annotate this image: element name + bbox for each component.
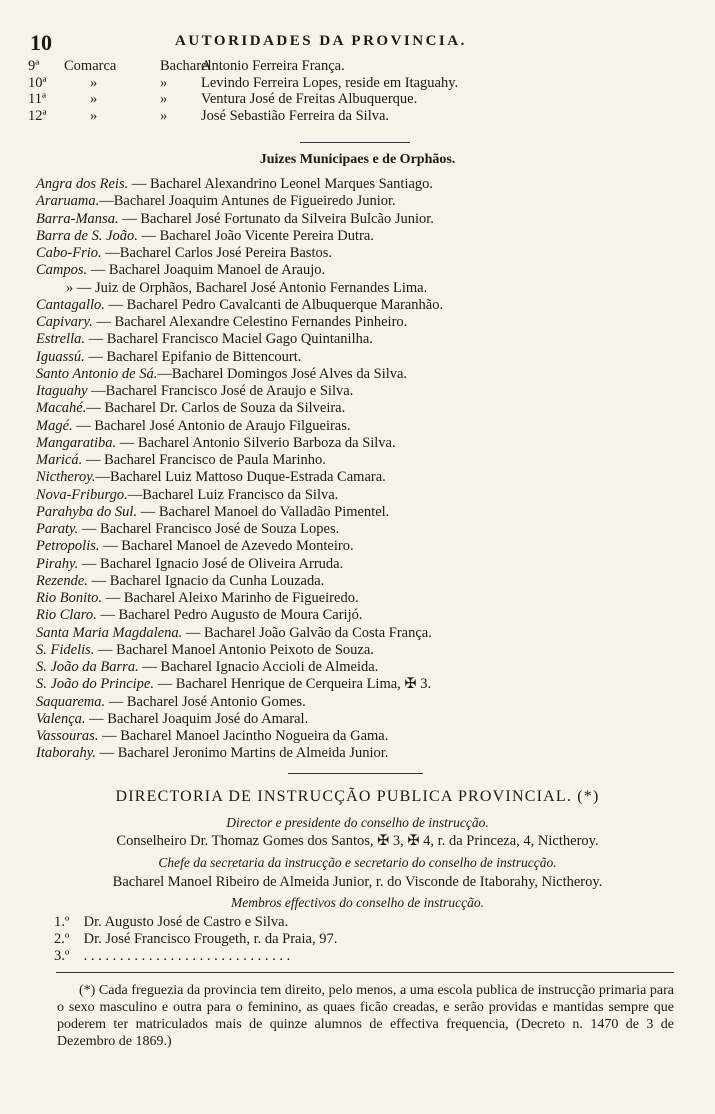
- comarca-degree: Bacharel: [160, 58, 212, 74]
- ditto-mark: »: [160, 91, 168, 107]
- judge-entry: [36, 297, 676, 314]
- judge-name: — Bacharel José Fortunato da Silveira Bulcão Junior.: [118, 210, 434, 227]
- municipality-name: Estrella.: [36, 331, 86, 348]
- section-divider: [288, 773, 423, 774]
- judge-name: — Bacharel João Galvão da Costa França.: [182, 624, 432, 641]
- municipality-name: Araruama.: [36, 193, 100, 210]
- ditto-mark: »: [90, 91, 98, 107]
- member-name: Dr. Augusto José de Castro e Silva.: [83, 914, 289, 930]
- judge-entry: [36, 694, 676, 711]
- municipality-name: Santo Antonio de Sá.: [36, 365, 158, 382]
- municipality-name: Rio Bonito.: [36, 590, 103, 606]
- municipality-name: Nova-Friburgo.: [36, 486, 128, 503]
- judge-name: —Bacharel Luiz Francisco da Silva.: [127, 486, 339, 503]
- judge-name: — Bacharel Epifanio de Bittencourt.: [84, 348, 302, 365]
- municipality-name: Barra-Mansa.: [36, 210, 119, 227]
- municipality-name: Magé.: [36, 417, 73, 434]
- judge-name: — Bacharel Ignacio da Cunha Louzada.: [87, 572, 325, 589]
- judge-entry: [36, 745, 676, 762]
- judge-entry: [36, 262, 676, 279]
- judge-entry: [36, 607, 676, 624]
- member-number: 3.º: [54, 948, 70, 964]
- judge-entry: [36, 659, 676, 676]
- municipality-name: Vassouras.: [36, 728, 99, 744]
- list-item: [54, 931, 654, 948]
- municipality-name: Mangaratiba.: [36, 434, 117, 451]
- running-title: AUTORIDADES DA PROVINCIA.: [175, 33, 467, 49]
- municipality-name: Cabo-Frio.: [36, 245, 102, 261]
- judge-entry: [36, 400, 676, 417]
- judge-entry: [36, 366, 676, 383]
- ditto-mark: »: [90, 74, 98, 91]
- comarca-number: 9ª: [28, 58, 40, 74]
- judge-name: — Bacharel Joaquim Manoel de Araujo.: [87, 262, 326, 279]
- judge-name: —Bacharel Carlos José Pereira Bastos.: [101, 245, 332, 261]
- judge-name: —Bacharel Francisco José de Araujo e Silva.: [87, 383, 354, 399]
- judge-entry: [36, 469, 676, 486]
- judge-entry: [36, 349, 676, 366]
- judge-entry: [36, 245, 676, 262]
- municipality-name: Santa Maria Magdalena.: [36, 624, 183, 641]
- municipality-name: Cantagallo.: [36, 296, 105, 313]
- section-heading-directoria: DIRECTORIA DE INSTRUCÇÃO PUBLICA PROVINCIAL. (*): [115, 788, 600, 805]
- municipality-name: Saquarema.: [36, 693, 106, 710]
- judge-entry: [36, 642, 676, 659]
- list-item: [54, 948, 654, 965]
- judge-entry: [36, 452, 676, 469]
- footnote-divider: [56, 972, 674, 973]
- member-number: 2.º: [54, 931, 70, 947]
- municipality-name: Macahé.: [36, 400, 87, 417]
- municipality-name: Paraty.: [36, 521, 79, 537]
- ditto-mark: »: [90, 107, 98, 124]
- judge-name: — Bacharel Francisco José de Souza Lopes.: [78, 521, 340, 537]
- member-name: . . . . . . . . . . . . . . . . . . . . . . . . . . . . .: [83, 948, 291, 964]
- municipality-name: S. Fidelis.: [36, 641, 95, 658]
- judge-name: — Bacharel Joaquim José do Amaral.: [85, 710, 309, 727]
- judge-entry: [36, 573, 676, 590]
- judge-entry: [36, 676, 676, 693]
- section-heading-juizes: Juizes Municipaes e de Orphãos.: [259, 152, 456, 167]
- membros-heading: Membros effectivos do conselho de instrucção.: [231, 895, 484, 910]
- director-line: Conselheiro Dr. Thomaz Gomes dos Santos, ✠ 3, ✠ 4, r. da Princeza, 4, Nictheroy.: [116, 833, 599, 849]
- municipality-name: Maricá.: [36, 452, 83, 468]
- judge-name: — Bacharel Pedro Cavalcanti de Albuquerque Maranhão.: [104, 296, 444, 313]
- municipality-name: Capivary.: [36, 314, 93, 330]
- judge-entry: [36, 556, 676, 573]
- judge-name: — Bacharel Pedro Augusto de Moura Carijó.: [96, 607, 363, 624]
- comarca-row: [28, 108, 588, 125]
- section-divider: [300, 142, 410, 143]
- judge-name: — Bacharel Aleixo Marinho de Figueiredo.: [102, 590, 359, 606]
- comarca-list: [28, 58, 588, 124]
- judge-name: — Bacharel Ignacio José de Oliveira Arruda.: [78, 555, 344, 572]
- page-header: [30, 30, 685, 54]
- page-number: 10: [30, 30, 52, 55]
- judge-entry: [36, 728, 676, 745]
- municipality-name: Itaguahy: [36, 383, 88, 399]
- judge-entry: [36, 211, 676, 228]
- judge-entry: [36, 383, 676, 400]
- municipality-name: Campos.: [36, 262, 88, 279]
- judge-entry: [36, 331, 676, 348]
- comarca-label: Comarca: [64, 58, 117, 74]
- judge-entry: [36, 487, 676, 504]
- municipality-name: Petropolis.: [36, 538, 100, 555]
- judge-name: — Bacharel Jeronimo Martins de Almeida Junior.: [96, 745, 389, 762]
- judge-name: — Bacharel Ignacio Accioli de Almeida.: [138, 659, 379, 675]
- comarca-judge-name: Antonio Ferreira França.: [201, 58, 345, 74]
- judges-list: [36, 176, 676, 763]
- ditto-mark: »: [160, 107, 168, 124]
- judge-name: —Bacharel Joaquim Antunes de Figueiredo Junior.: [99, 193, 396, 210]
- judge-entry: [36, 280, 676, 297]
- municipality-name: S. João da Barra.: [36, 659, 139, 675]
- member-number: 1.º: [54, 914, 70, 930]
- director-heading: Director e presidente do conselho de instrucção.: [226, 815, 489, 830]
- chefe-heading: Chefe da secretaria da instrucção e secretario do conselho de instrucção.: [158, 855, 557, 870]
- municipality-name: Nictheroy.: [36, 469, 96, 486]
- comarca-row: [28, 91, 588, 108]
- judge-entry: [36, 418, 676, 435]
- judge-name: — Bacharel Alexandrino Leonel Marques Santiago.: [128, 176, 434, 192]
- comarca-row: [28, 75, 588, 92]
- judge-entry: [36, 625, 676, 642]
- judge-name: —Bacharel Luiz Mattoso Duque-Estrada Camara.: [95, 469, 386, 486]
- municipality-name: Itaborahy.: [36, 745, 97, 762]
- judge-name: — Bacharel Henrique de Cerqueira Lima, ✠ 3.: [154, 676, 432, 693]
- judge-name: — Bacharel José Antonio Gomes.: [105, 693, 306, 710]
- members-list: [54, 914, 654, 965]
- list-item: [54, 914, 654, 931]
- judge-name: — Bacharel Francisco de Paula Marinho.: [82, 452, 326, 468]
- judge-entry: [36, 193, 676, 210]
- judge-name: — Bacharel Manoel Jacintho Nogueira da Gama.: [98, 728, 389, 744]
- municipality-name: Barra de S. João.: [36, 227, 138, 244]
- judge-name: — Bacharel Dr. Carlos de Souza da Silveira.: [86, 400, 346, 417]
- comarca-judge-name: Levindo Ferreira Lopes, reside em Itaguahy.: [201, 74, 459, 91]
- municipality-name: Valença.: [36, 710, 86, 727]
- municipality-name: Parahyba do Sul.: [36, 503, 138, 520]
- judge-entry: [36, 435, 676, 452]
- judge-entry: [36, 521, 676, 538]
- judge-name: — Bacharel Manoel do Valladão Pimentel.: [137, 503, 390, 520]
- municipality-name: Iguassú.: [36, 348, 85, 365]
- judge-name: — Bacharel José Antonio de Araujo Filgueiras.: [72, 417, 351, 434]
- comarca-number: 10ª: [28, 74, 47, 91]
- ditto-mark: »: [160, 74, 168, 91]
- judge-name: — Bacharel Antonio Silverio Barboza da Silva.: [116, 434, 396, 451]
- judge-entry: [36, 711, 676, 728]
- judge-entry: [36, 314, 676, 331]
- municipality-name: S. João do Principe.: [36, 676, 154, 693]
- judge-name: — Bacharel João Vicente Pereira Dutra.: [137, 227, 374, 244]
- judge-entry: [36, 228, 676, 245]
- comarca-judge-name: José Sebastião Ferreira da Silva.: [201, 107, 390, 124]
- footnote: (*) Cada freguezia da provincia tem direito, pelo menos, a uma escola publica de instrucção primaria para o sexo masculino e outra para o feminino, as quaes ficão creadas, e serão providas e mantidas sempre que poderem ter matriculados mais de quinze alumnos de effectiva frequencia, (Decreto n. 1470 de 3 de Dezembro de 1869.): [57, 983, 674, 1049]
- municipality-name: Rio Claro.: [36, 607, 97, 624]
- judge-entry: [36, 176, 676, 193]
- municipality-name: Pirahy.: [36, 555, 79, 572]
- judge-name: — Bacharel Francisco Maciel Gago Quintanilha.: [85, 331, 373, 348]
- judge-name: —Bacharel Domingos José Alves da Silva.: [157, 365, 408, 382]
- municipality-name: Angra dos Reis.: [36, 176, 129, 192]
- judge-name: — Bacharel Alexandre Celestino Fernandes Pinheiro.: [92, 314, 408, 330]
- comarca-judge-name: Ventura José de Freitas Albuquerque.: [201, 91, 418, 107]
- judge-entry: [36, 590, 676, 607]
- comarca-number: 12ª: [28, 107, 47, 124]
- judge-name: » — Juiz de Orphãos, Bacharel José Antonio Fernandes Lima.: [66, 279, 428, 296]
- member-name: Dr. José Francisco Frougeth, r. da Praia, 97.: [83, 931, 338, 947]
- chefe-line: Bacharel Manoel Ribeiro de Almeida Junior, r. do Visconde de Itaborahy, Nictheroy.: [112, 874, 603, 890]
- comarca-row: [28, 58, 588, 75]
- judge-entry: [36, 504, 676, 521]
- judge-name: — Bacharel Manoel Antonio Peixoto de Souza.: [94, 641, 374, 658]
- judge-entry: [36, 538, 676, 555]
- comarca-number: 11ª: [28, 91, 46, 107]
- municipality-name: Rezende.: [36, 572, 88, 589]
- judge-name: — Bacharel Manoel de Azevedo Monteiro.: [99, 538, 354, 555]
